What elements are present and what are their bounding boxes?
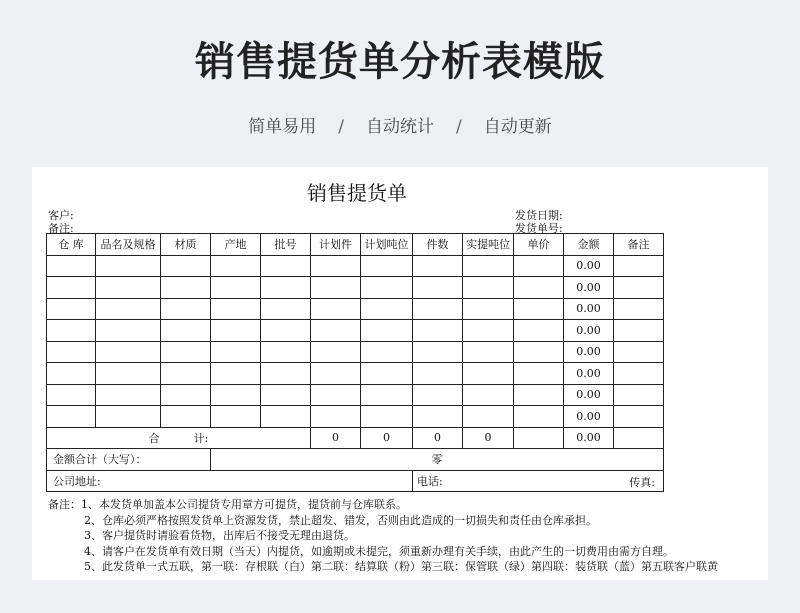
- table-cell[interactable]: [361, 320, 413, 342]
- note-item: [48, 544, 718, 560]
- header-cell: 件数: [413, 234, 463, 256]
- table-row: [47, 341, 664, 363]
- table-cell[interactable]: [161, 320, 211, 342]
- table-cell[interactable]: [161, 298, 211, 320]
- table-cell[interactable]: [361, 406, 413, 428]
- table-cell[interactable]: [96, 255, 161, 277]
- table-cell[interactable]: [261, 406, 311, 428]
- table-cell[interactable]: [211, 255, 261, 277]
- table-cell[interactable]: [361, 298, 413, 320]
- total-unit-price[interactable]: [514, 427, 564, 449]
- header-cell: 品名及规格: [96, 234, 161, 256]
- table-cell[interactable]: [161, 255, 211, 277]
- table-cell[interactable]: [614, 298, 664, 320]
- table-row: [47, 298, 664, 320]
- total-label-b: 计:: [193, 431, 209, 445]
- delivery-table: [46, 233, 664, 492]
- table-cell[interactable]: [614, 406, 664, 428]
- table-cell[interactable]: [311, 384, 361, 406]
- remark-label: 备注:: [48, 222, 74, 235]
- table-cell[interactable]: [311, 341, 361, 363]
- table-cell[interactable]: [96, 406, 161, 428]
- total-plan-pieces: 0: [311, 427, 361, 449]
- table-cell[interactable]: [96, 320, 161, 342]
- total-actual-tonnage: 0: [463, 427, 514, 449]
- tag-auto-stats: 自动统计: [366, 117, 434, 137]
- table-cell[interactable]: [614, 320, 664, 342]
- table-cell[interactable]: [311, 363, 361, 385]
- table-cell[interactable]: [614, 341, 664, 363]
- table-cell[interactable]: [514, 298, 564, 320]
- table-cell[interactable]: [614, 384, 664, 406]
- total-label-cell: [47, 427, 311, 449]
- table-cell[interactable]: [261, 277, 311, 299]
- table-cell[interactable]: [47, 363, 96, 385]
- table-cell[interactable]: [413, 255, 463, 277]
- note-item: [48, 559, 718, 575]
- table-row: [47, 363, 664, 385]
- header-cell: 计划吨位: [361, 234, 413, 256]
- header-cell: 计划件: [311, 234, 361, 256]
- tag-easy: 简单易用: [248, 117, 317, 137]
- notes-prefix: 备注：: [48, 498, 81, 511]
- table-cell[interactable]: [514, 320, 564, 342]
- table-cell[interactable]: [261, 298, 311, 320]
- header-cell: 材质: [161, 234, 211, 256]
- table-cell[interactable]: [514, 384, 564, 406]
- table-cell[interactable]: [161, 363, 211, 385]
- table-cell[interactable]: [161, 384, 211, 406]
- table-cell[interactable]: [311, 277, 361, 299]
- header-cell: 金额: [564, 234, 614, 256]
- table-cell[interactable]: [514, 363, 564, 385]
- table-cell[interactable]: [211, 384, 261, 406]
- table-row: [47, 384, 664, 406]
- table-cell[interactable]: [161, 277, 211, 299]
- total-remark[interactable]: [614, 427, 664, 449]
- tagline: [0, 112, 800, 137]
- table-cell[interactable]: [47, 341, 96, 363]
- total-amount: 0.00: [564, 427, 614, 449]
- table-cell[interactable]: [361, 255, 413, 277]
- contact-row: [47, 470, 664, 492]
- amount-upper-value: 零: [211, 449, 664, 471]
- table-cell[interactable]: [96, 384, 161, 406]
- table-cell[interactable]: [514, 255, 564, 277]
- amount-cell: 0.00: [564, 320, 614, 342]
- note-item: [48, 513, 718, 529]
- table-cell[interactable]: [47, 255, 96, 277]
- table-cell[interactable]: [47, 320, 96, 342]
- header-cell: 批号: [261, 234, 311, 256]
- ship-date-label: 发货日期:: [515, 209, 563, 222]
- delivery-note-sheet: [32, 167, 768, 580]
- table-cell[interactable]: [413, 363, 463, 385]
- table-cell[interactable]: [463, 277, 514, 299]
- table-cell[interactable]: [463, 384, 514, 406]
- amount-cell: 0.00: [564, 406, 614, 428]
- table-cell[interactable]: [514, 341, 564, 363]
- table-cell[interactable]: [361, 384, 413, 406]
- note-text: 2、仓库必须严格按照发货单上资源发货，禁止超发、错发，否则由此造成的一切损失和责任由仓库承担。: [84, 513, 597, 527]
- table-cell[interactable]: [311, 320, 361, 342]
- table-cell[interactable]: [514, 406, 564, 428]
- fax-label: 传真:: [629, 475, 655, 489]
- table-cell[interactable]: [96, 277, 161, 299]
- total-row: [47, 427, 664, 449]
- table-cell[interactable]: [211, 406, 261, 428]
- header-cell: 备注: [614, 234, 664, 256]
- amount-cell: 0.00: [564, 384, 614, 406]
- table-cell[interactable]: [361, 277, 413, 299]
- header-cell: 实提吨位: [463, 234, 514, 256]
- phone-label: 电话:: [417, 474, 443, 488]
- table-cell[interactable]: [161, 406, 211, 428]
- amount-cell: 0.00: [564, 277, 614, 299]
- table-cell[interactable]: [614, 277, 664, 299]
- table-cell[interactable]: [211, 277, 261, 299]
- table-cell[interactable]: [96, 298, 161, 320]
- table-header-row: [47, 234, 664, 256]
- table-cell[interactable]: [311, 298, 361, 320]
- table-cell[interactable]: [413, 277, 463, 299]
- table-row: [47, 406, 664, 428]
- table-cell[interactable]: [514, 277, 564, 299]
- table-cell[interactable]: [47, 298, 96, 320]
- amount-cell: 0.00: [564, 255, 614, 277]
- table-cell[interactable]: [463, 363, 514, 385]
- table-cell[interactable]: [47, 384, 96, 406]
- table-cell[interactable]: [211, 298, 261, 320]
- note-text: 1、本发货单加盖本公司提货专用章方可提货，提货前与仓库联系。: [81, 498, 407, 511]
- table-cell[interactable]: [96, 363, 161, 385]
- table-row: [47, 320, 664, 342]
- tag-separator: /: [456, 117, 462, 137]
- table-cell[interactable]: [463, 298, 514, 320]
- table-cell[interactable]: [413, 384, 463, 406]
- table-cell[interactable]: [161, 341, 211, 363]
- note-text: 3、客户提货时请验看货物，出库后不接受无理由退货。: [84, 529, 355, 542]
- table-cell[interactable]: [614, 255, 664, 277]
- table-cell[interactable]: [211, 341, 261, 363]
- document-title: 销售提货单: [307, 181, 407, 205]
- header-cell: 单价: [514, 234, 564, 256]
- note-text: 5、此发货单一式五联，第一联：存根联（白）第二联：结算联（粉）第三联：保管联（绿）第四联：装货联（蓝）第五联客户联黄: [84, 560, 718, 573]
- note-item: [48, 528, 718, 544]
- table-cell[interactable]: [211, 320, 261, 342]
- table-cell[interactable]: [311, 255, 361, 277]
- table-cell[interactable]: [463, 320, 514, 342]
- table-cell[interactable]: [261, 320, 311, 342]
- table-cell[interactable]: [211, 363, 261, 385]
- amount-upper-label: 金额合计（大写）：: [47, 449, 211, 471]
- table-cell[interactable]: [261, 384, 311, 406]
- page-title: 销售提货单分析表模版: [195, 39, 605, 85]
- phone-fax-cell: [413, 470, 664, 492]
- table-cell[interactable]: [96, 341, 161, 363]
- table-cell[interactable]: [261, 363, 311, 385]
- table-cell[interactable]: [413, 406, 463, 428]
- table-cell[interactable]: [463, 341, 514, 363]
- note-item: [48, 497, 718, 513]
- table-cell[interactable]: [413, 320, 463, 342]
- note-text: 4、请客户在发货单有效日期（当天）内提货，如逾期或未提完，须重新办理有关手续，由此产生的一切费用由需方自理。: [84, 544, 674, 558]
- ship-number-label: 发货单号:: [515, 222, 563, 235]
- table-cell[interactable]: [261, 255, 311, 277]
- table-cell[interactable]: [47, 277, 96, 299]
- table-cell[interactable]: [361, 341, 413, 363]
- table-row: [47, 277, 664, 299]
- table-cell[interactable]: [311, 406, 361, 428]
- notes-block: [48, 497, 718, 575]
- header-cell: 仓 库: [47, 234, 96, 256]
- table-row: [47, 255, 664, 277]
- header-cell: 产地: [211, 234, 261, 256]
- table-cell[interactable]: [261, 341, 311, 363]
- tag-auto-update: 自动更新: [483, 117, 552, 137]
- total-pieces: 0: [413, 427, 463, 449]
- total-plan-tonnage: 0: [361, 427, 413, 449]
- amount-cell: 0.00: [564, 341, 614, 363]
- table-cell[interactable]: [463, 406, 514, 428]
- table-cell[interactable]: [47, 406, 96, 428]
- table-cell[interactable]: [614, 363, 664, 385]
- amount-upper-row: [47, 449, 664, 471]
- address-label: 公司地址:: [47, 470, 413, 492]
- customer-label: 客户:: [48, 209, 74, 222]
- total-label-a: 合: [148, 431, 160, 445]
- table-cell[interactable]: [413, 298, 463, 320]
- table-cell[interactable]: [361, 363, 413, 385]
- table-cell[interactable]: [413, 341, 463, 363]
- tag-separator: /: [338, 117, 344, 137]
- table-cell[interactable]: [463, 255, 514, 277]
- amount-cell: 0.00: [564, 298, 614, 320]
- amount-cell: 0.00: [564, 363, 614, 385]
